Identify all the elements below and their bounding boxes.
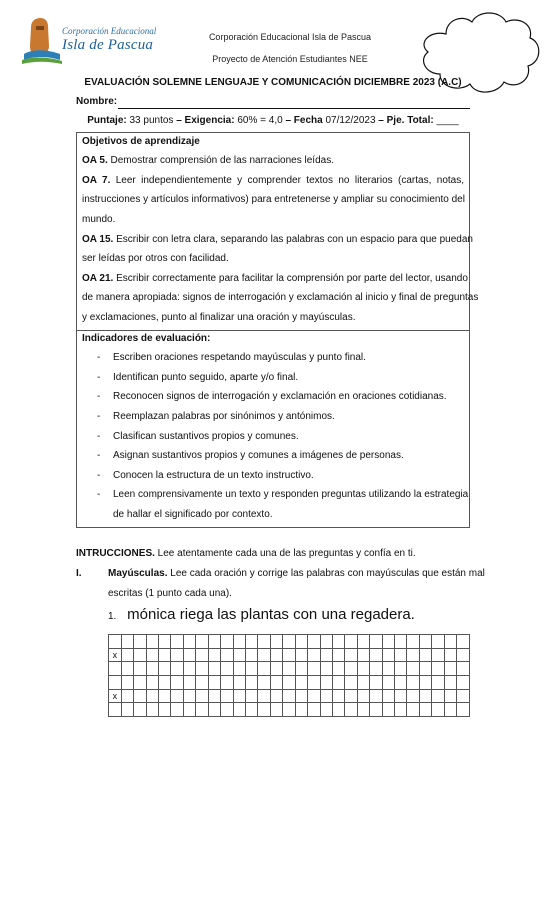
grid-cell[interactable] [407,675,419,689]
section-number: I. [76,568,82,579]
fecha-label: – Fecha [285,115,323,126]
grid-cell[interactable] [419,662,431,676]
grid-cell[interactable] [159,662,171,676]
logo-text-line1: Corporación Educacional [62,26,157,36]
objectives-heading: Objetivos de aprendizaje [82,136,200,147]
grid-cell[interactable] [183,648,195,662]
grid-cell[interactable] [357,675,369,689]
grid-cell[interactable]: x [109,689,122,703]
grid-cell[interactable] [146,635,158,649]
grid-cell[interactable] [357,689,369,703]
grid-cell[interactable] [246,662,258,676]
grid-cell[interactable] [283,703,295,717]
grid-cell[interactable] [159,689,171,703]
grid-cell[interactable] [183,703,195,717]
grid-cell[interactable] [370,703,382,717]
grid-cell[interactable] [295,675,307,689]
grid-cell[interactable] [196,662,208,676]
grid-cell[interactable] [320,648,332,662]
grid-cell[interactable] [283,689,295,703]
exigencia-value: 60% = 4,0 [234,115,286,126]
grid-cell[interactable] [308,703,320,717]
grid-cell[interactable] [159,648,171,662]
grid-cell[interactable] [308,675,320,689]
grid-cell[interactable] [457,635,470,649]
question-sentence: mónica riega las plantas con una regadera. [127,606,415,623]
grid-cell[interactable] [233,675,245,689]
grid-cell[interactable] [221,703,233,717]
grid-cell[interactable] [146,703,158,717]
grid-cell[interactable] [171,648,183,662]
grid-cell[interactable] [357,635,369,649]
grid-cell[interactable] [183,662,195,676]
grid-cell[interactable] [382,635,394,649]
grid-cell[interactable] [134,675,146,689]
grid-cell[interactable] [407,662,419,676]
grid-cell[interactable] [382,648,394,662]
objectives-box [76,132,479,331]
grid-cell[interactable] [258,703,270,717]
objective-line: de manera apropiada: signos de interrogación y exclamación al inicio y final de preguntas [82,292,479,303]
grid-cell[interactable] [407,648,419,662]
grid-cell[interactable] [171,703,183,717]
grid-cell[interactable] [357,703,369,717]
indicator-item: - Leen comprensivamente un texto y responden preguntas utilizando la estrategia [97,489,469,500]
grid-cell[interactable] [308,689,320,703]
instructions-label: INTRUCCIONES. [76,548,155,559]
grid-cell[interactable] [345,635,357,649]
moai-logo-icon [22,16,62,66]
grid-cell[interactable] [270,703,282,717]
grid-cell[interactable] [432,635,444,649]
objective-line: ser leídas por otros con facilidad. [82,253,229,264]
grid-row [109,675,470,689]
indicator-item-continuation: de hallar el significado por contexto. [113,509,273,520]
grid-cell[interactable] [196,675,208,689]
indicator-item: - Reconocen signos de interrogación y exclamación en oraciones cotidianas. [97,391,447,402]
puntaje-value: 33 puntos [126,115,177,126]
grid-cell[interactable] [444,675,456,689]
grid-cell[interactable] [332,635,344,649]
grid-cell[interactable] [357,662,369,676]
grid-cell[interactable] [109,635,122,649]
grid-cell[interactable] [395,675,407,689]
exam-title: EVALUACIÓN SOLEMNE LENGUAJE Y COMUNICACIÓN DICIEMBRE 2023 (A.C) [84,77,462,88]
grid-cell[interactable] [196,689,208,703]
grid-cell[interactable] [407,703,419,717]
grid-cell[interactable] [357,648,369,662]
grid-cell[interactable] [146,675,158,689]
grid-cell[interactable] [370,635,382,649]
grid-cell[interactable] [246,635,258,649]
grid-cell[interactable] [295,662,307,676]
puntaje-label: Puntaje: [87,115,127,126]
section-title: Mayúsculas. [108,568,168,579]
grid-cell[interactable] [109,703,122,717]
grid-cell[interactable] [419,648,431,662]
grid-cell[interactable] [208,689,220,703]
scoring-line [76,115,470,126]
grid-cell[interactable] [134,703,146,717]
grid-cell[interactable] [121,689,133,703]
instructions-text: Lee atentamente cada una de las preguntas y confía en ti. [154,548,416,559]
logo-text-line2: Isla de Pascua [62,37,154,53]
grid-cell[interactable] [407,689,419,703]
name-label: Nombre: [76,96,118,107]
grid-cell[interactable] [246,675,258,689]
grid-cell[interactable] [233,662,245,676]
section-description-cont: escritas (1 punto cada una). [108,588,232,599]
grid-cell[interactable] [370,675,382,689]
name-field[interactable] [76,96,470,107]
grid-cell[interactable] [196,703,208,717]
grid-cell[interactable] [246,703,258,717]
grid-cell[interactable] [121,648,133,662]
grid-cell[interactable] [270,648,282,662]
writing-grid[interactable] [108,634,470,717]
school-logo [22,16,157,66]
grid-cell[interactable] [233,648,245,662]
grid-cell[interactable] [382,662,394,676]
grid-cell[interactable] [320,662,332,676]
grid-cell[interactable] [395,648,407,662]
grid-cell[interactable] [134,648,146,662]
grid-cell[interactable] [134,635,146,649]
grid-row [109,689,470,703]
question-number: 1. [108,611,117,622]
grid-cell[interactable] [159,635,171,649]
grid-cell[interactable] [258,635,270,649]
objective-line: OA 7. Leer independientemente y comprender textos no literarios (cartas, notas, [82,175,464,186]
project-name: Proyecto de Atención Estudiantes NEE [212,54,368,64]
grid-cell[interactable] [320,635,332,649]
grid-row [109,635,470,649]
grid-cell[interactable] [432,675,444,689]
grid-cell[interactable] [432,648,444,662]
grid-cell[interactable] [134,689,146,703]
grid-cell[interactable] [419,689,431,703]
grid-cell[interactable] [320,689,332,703]
grid-cell[interactable] [382,675,394,689]
grid-cell[interactable] [382,703,394,717]
grid-cell[interactable] [270,662,282,676]
total-value: ____ [433,115,459,126]
grid-cell[interactable] [308,648,320,662]
grid-cell[interactable] [444,648,456,662]
indicator-item: - Reemplazan palabras por sinónimos y antónimos. [97,411,335,422]
grid-cell[interactable] [457,689,470,703]
question-item [108,606,415,623]
grid-cell[interactable] [171,675,183,689]
grid-cell[interactable] [208,675,220,689]
grid-cell[interactable] [432,703,444,717]
grid-cell[interactable] [370,648,382,662]
grid-cell[interactable] [159,675,171,689]
grid-cell[interactable] [382,689,394,703]
grid-cell[interactable] [109,675,122,689]
grid-cell[interactable] [221,675,233,689]
grid-cell[interactable] [183,675,195,689]
grid-cell[interactable] [258,689,270,703]
grid-cell[interactable] [208,662,220,676]
grid-cell[interactable] [332,689,344,703]
grid-cell[interactable] [345,662,357,676]
grid-cell[interactable] [419,675,431,689]
grid-cell[interactable] [208,635,220,649]
grid-cell[interactable] [457,662,470,676]
grid-cell[interactable] [370,689,382,703]
objective-line: instrucciones y artículos informativos) para entretenerse y ampliar su conocimiento del [82,194,465,205]
instructions [76,548,476,559]
grid-cell[interactable] [283,648,295,662]
grid-row [109,662,470,676]
grid-cell[interactable] [295,635,307,649]
grid-cell[interactable] [171,689,183,703]
grid-cell[interactable] [444,703,456,717]
grid-cell[interactable] [121,635,133,649]
grid-cell[interactable] [419,635,431,649]
grid-cell[interactable] [270,635,282,649]
indicator-item: - Escriben oraciones respetando mayúsculas y punto final. [97,352,366,363]
grid-cell[interactable]: x [109,648,122,662]
grid-cell[interactable] [196,648,208,662]
grid-cell[interactable] [444,635,456,649]
grid-cell[interactable] [221,635,233,649]
grid-cell[interactable] [457,675,470,689]
grid-cell[interactable] [432,662,444,676]
objective-line: y exclamaciones, punto al finalizar una oración y mayúsculas. [82,312,356,323]
grid-cell[interactable] [332,703,344,717]
grid-cell[interactable] [221,648,233,662]
indicators-box [76,330,470,528]
grid-cell[interactable] [146,648,158,662]
grid-cell[interactable] [246,648,258,662]
grid-cell[interactable] [183,689,195,703]
grid-cell[interactable] [270,689,282,703]
grid-cell[interactable] [283,635,295,649]
grid-cell[interactable] [283,662,295,676]
grid-cell[interactable] [121,675,133,689]
grid-cell[interactable] [395,662,407,676]
grid-cell[interactable] [295,648,307,662]
grid-cell[interactable] [320,675,332,689]
grid-cell[interactable] [121,662,133,676]
objective-line: mundo. [82,214,116,225]
grid-row [109,703,470,717]
grid-cell[interactable] [283,675,295,689]
indicators-heading: Indicadores de evaluación: [82,333,211,344]
indicator-item: - Clasifican sustantivos propios y comunes. [97,431,299,442]
grid-cell[interactable] [444,662,456,676]
grid-cell[interactable] [221,689,233,703]
indicator-item: - Asignan sustantivos propios y comunes a imágenes de personas. [97,450,404,461]
grid-cell[interactable] [295,703,307,717]
grid-cell[interactable] [457,648,470,662]
grid-cell[interactable] [332,662,344,676]
organization-name: Corporación Educacional Isla de Pascua [208,32,372,42]
grid-cell[interactable] [270,675,282,689]
total-label: – Pje. Total: [378,115,434,126]
grid-cell[interactable] [308,662,320,676]
grid-cell[interactable] [345,703,357,717]
indicator-item: - Identifican punto seguido, aparte y/o final. [97,372,299,383]
grid-cell[interactable] [233,689,245,703]
grid-cell[interactable] [419,703,431,717]
grid-cell[interactable] [208,648,220,662]
grid-cell[interactable] [332,675,344,689]
name-underline[interactable] [118,108,470,109]
grid-cell[interactable] [395,635,407,649]
grid-cell[interactable] [407,635,419,649]
grid-cell[interactable] [457,703,470,717]
grid-cell[interactable] [121,703,133,717]
grid-cell[interactable] [320,703,332,717]
grid-cell[interactable] [171,635,183,649]
grid-row [109,648,470,662]
grid-cell[interactable] [258,662,270,676]
grid-cell[interactable] [345,689,357,703]
grid-cell[interactable] [370,662,382,676]
grid-cell[interactable] [258,648,270,662]
grid-cell[interactable] [134,662,146,676]
grid-cell[interactable] [146,662,158,676]
grid-cell[interactable] [109,662,122,676]
objective-line: OA 21. Escribir correctamente para facilitar la comprensión por parte del lector, usando [82,273,468,284]
grid-cell[interactable] [221,662,233,676]
grid-cell[interactable] [258,675,270,689]
grid-cell[interactable] [208,703,220,717]
grid-cell[interactable] [196,635,208,649]
exigencia-label: – Exigencia: [176,115,235,126]
objective-line: OA 5. Demostrar comprensión de las narraciones leídas. [82,155,334,166]
grid-cell[interactable] [295,689,307,703]
grid-cell[interactable] [233,703,245,717]
section-description: Mayúsculas. Lee cada oración y corrige las palabras con mayúsculas que están mal [108,568,485,579]
grid-cell[interactable] [345,675,357,689]
fecha-value: 07/12/2023 [322,115,379,126]
indicator-item: - Conocen la estructura de un texto instructivo. [97,470,314,481]
grid-cell[interactable] [246,689,258,703]
grid-cell[interactable] [183,635,195,649]
grid-cell[interactable] [146,689,158,703]
grid-cell[interactable] [345,648,357,662]
grid-cell[interactable] [233,635,245,649]
grid-cell[interactable] [308,635,320,649]
grid-cell[interactable] [395,689,407,703]
grid-cell[interactable] [444,689,456,703]
grid-cell[interactable] [159,703,171,717]
grid-cell[interactable] [332,648,344,662]
grid-cell[interactable] [395,703,407,717]
objective-line: OA 15. Escribir con letra clara, separando las palabras con un espacio para que puedan [82,234,473,245]
grid-cell[interactable] [171,662,183,676]
grid-cell[interactable] [432,689,444,703]
